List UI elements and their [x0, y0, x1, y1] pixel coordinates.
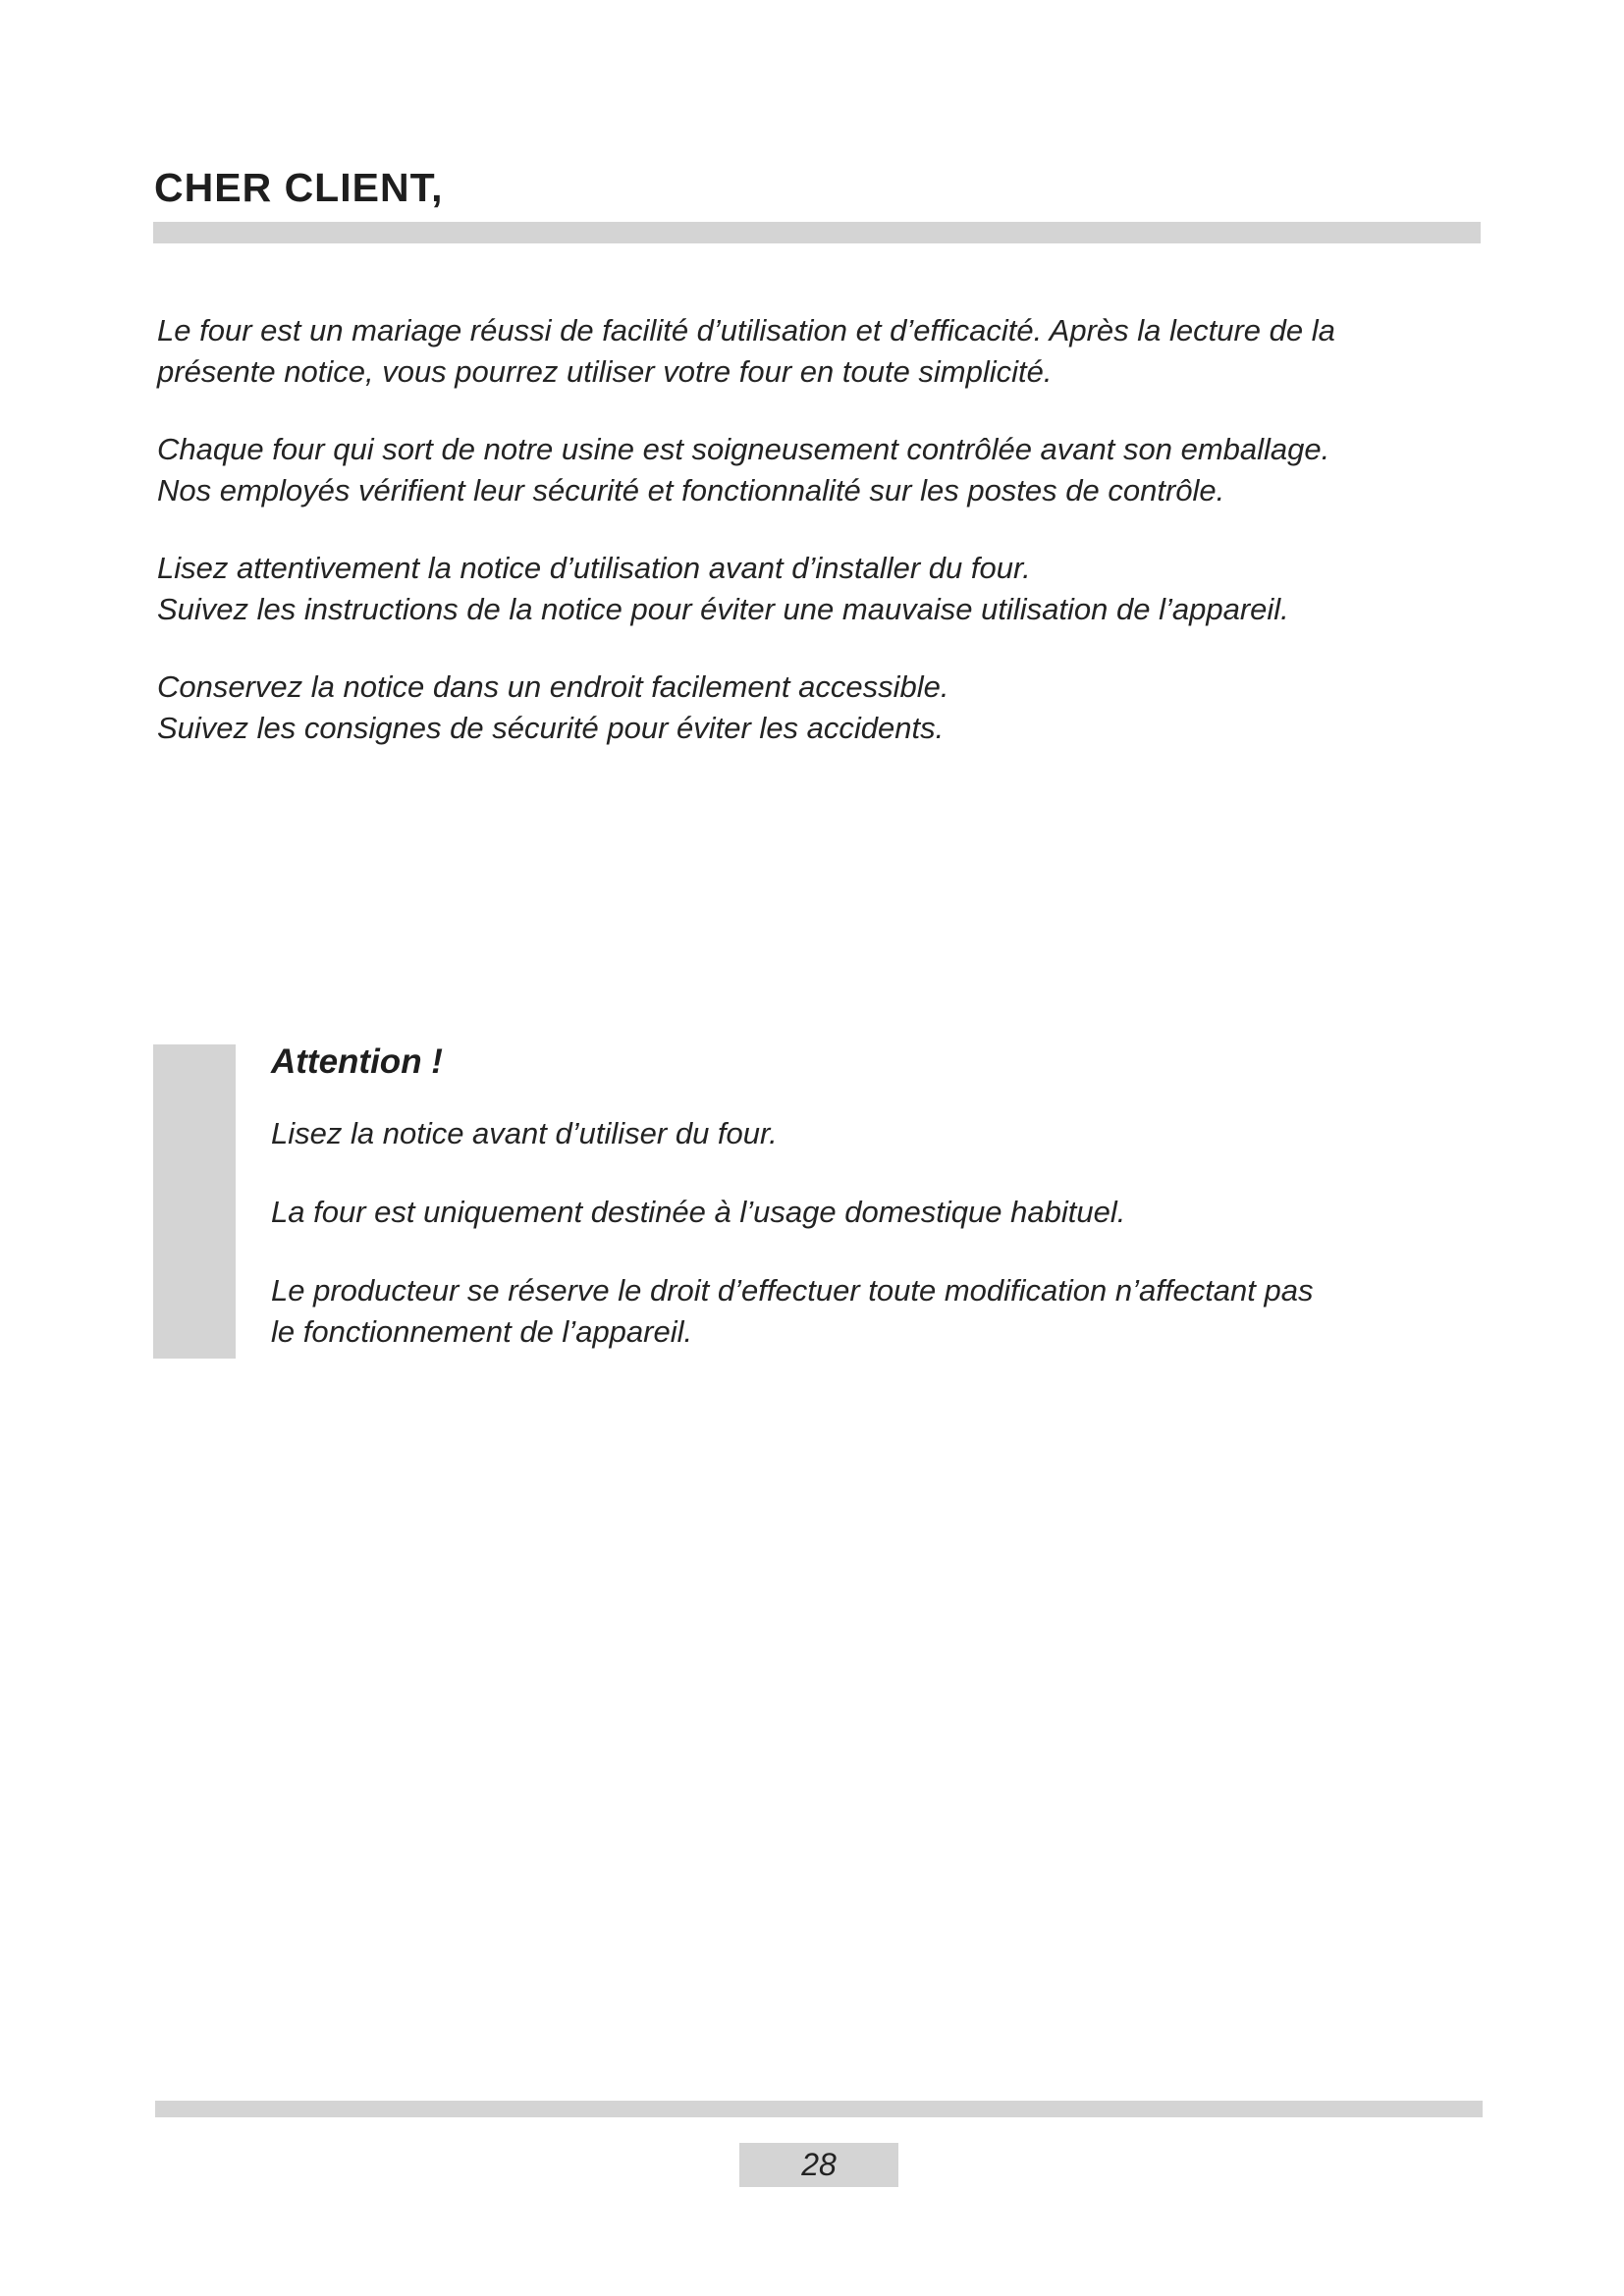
- attention-box: [271, 1039, 1469, 1353]
- text-line: présente notice, vous pourrez utiliser votre four en toute simplicité.: [157, 354, 1053, 389]
- attention-paragraph: [271, 1270, 1469, 1353]
- intro-paragraph: [157, 310, 1492, 393]
- attention-title: Attention !: [271, 1042, 443, 1081]
- intro-section: [157, 310, 1492, 749]
- page-number: 28: [739, 2143, 898, 2187]
- text-line: le fonctionnement de l’appareil.: [271, 1314, 693, 1349]
- text-line: Le four est un mariage réussi de facilité d’utilisation et d’efficacité. Après la lecture de la: [157, 313, 1335, 347]
- attention-side-bar: [153, 1044, 236, 1359]
- text-line: Suivez les instructions de la notice pour éviter une mauvaise utilisation de l’appareil.: [157, 592, 1289, 626]
- footer-rule: [155, 2101, 1483, 2117]
- attention-paragraph: [271, 1192, 1469, 1233]
- attention-paragraph: [271, 1113, 1469, 1154]
- text-line: La four est uniquement destinée à l’usage domestique habituel.: [271, 1195, 1126, 1229]
- intro-paragraph: [157, 548, 1492, 630]
- title-rule: [153, 222, 1481, 243]
- text-line: Lisez attentivement la notice d’utilisation avant d’installer du four.: [157, 551, 1031, 585]
- page-title: CHER CLIENT,: [154, 165, 444, 210]
- text-line: Chaque four qui sort de notre usine est soigneusement contrôlée avant son emballage.: [157, 432, 1330, 466]
- text-line: Conservez la notice dans un endroit facilement accessible.: [157, 669, 949, 704]
- intro-paragraph: [157, 429, 1492, 511]
- intro-paragraph: [157, 667, 1492, 749]
- text-line: Le producteur se réserve le droit d’effectuer toute modification n’affectant pas: [271, 1273, 1314, 1308]
- text-line: Lisez la notice avant d’utiliser du four.: [271, 1116, 778, 1150]
- text-line: Suivez les consignes de sécurité pour éviter les accidents.: [157, 711, 945, 745]
- text-line: Nos employés vérifient leur sécurité et fonctionnalité sur les postes de contrôle.: [157, 473, 1225, 507]
